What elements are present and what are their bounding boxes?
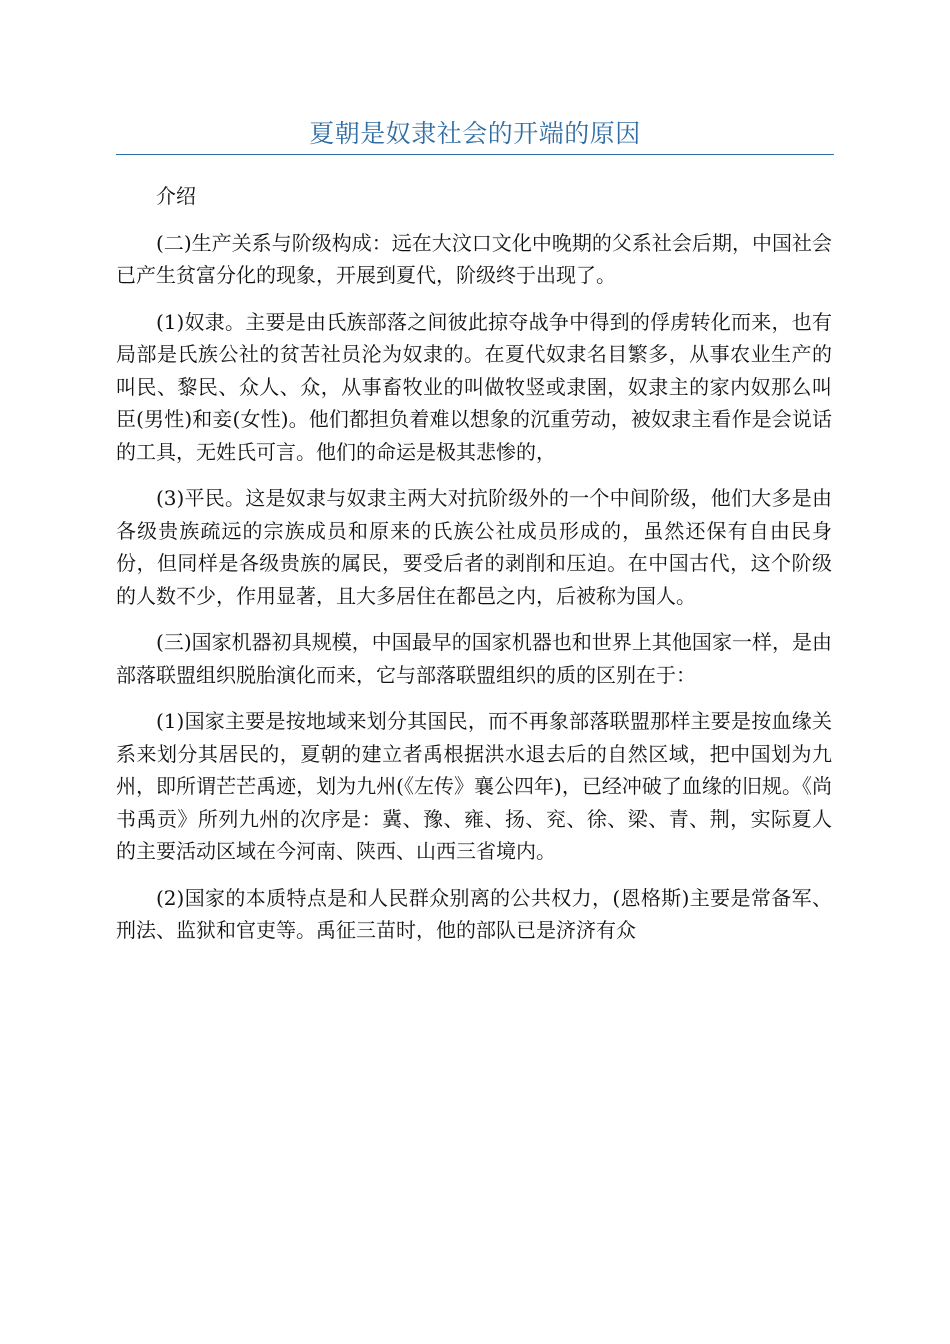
paragraph: (2)国家的本质特点是和人民群众别离的公共权力，(恩格斯)主要是常备军、刑法、监狱和官吏等。禹征三苗时，他的部队已是济济有众 — [116, 885, 832, 942]
paragraph: (二)生产关系与阶级构成：远在大汶口文化中晚期的父系社会后期，中国社会已产生贫富分化的现象，开展到夏代，阶级终于出现了。 — [116, 230, 832, 287]
document-title: 夏朝是奴隶社会的开端的原因 — [309, 119, 641, 148]
paragraph: (三)国家机器初具规模，中国最早的国家机器也和世界上其他国家一样，是由部落联盟组织脱胎演化而来，它与部落联盟组织的质的区别在于： — [116, 630, 832, 687]
paragraph-intro: 介绍 — [156, 184, 196, 208]
paragraph: (1)奴隶。主要是由氏族部落之间彼此掠夺战争中得到的俘虏转化而来，也有局部是氏族公社的贫苦社员沦为奴隶的。在夏代奴隶名目繁多，从事农业生产的叫民、黎民、众人、众，从事畜牧业的叫做牧竖或隶圉，奴隶主的家内奴那么叫臣(男性)和妾(女性)。他们都担负着难以想象的沉重劳动，被奴隶主看作是会说话的工具，无姓氏可言。他们的命运是极其悲惨的， — [116, 309, 832, 464]
paragraph: (3)平民。这是奴隶与奴隶主两大对抗阶级外的一个中间阶级，他们大多是由各级贵族疏远的宗族成员和原来的氏族公社成员形成的，虽然还保有自由民身份，但同样是各级贵族的属民，要受后者的剥削和压迫。在中国古代，这个阶级的人数不少，作用显著，且大多居住在都邑之内，后被称为国人。 — [116, 486, 832, 608]
title-underline — [116, 154, 834, 155]
paragraph: (1)国家主要是按地域来划分其国民，而不再象部落联盟那样主要是按血缘关系来划分其居民的，夏朝的建立者禹根据洪水退去后的自然区域，把中国划为九州，即所谓芒芒禹迹，划为九州(《左传》襄公四年)，已经冲破了血缘的旧规。《尚书禹贡》所列九州的次序是：冀、豫、雍、扬、兖、徐、梁、青、荆，实际夏人的主要活动区域在今河南、陕西、山西三省境内。 — [116, 709, 832, 863]
document-body — [116, 180, 832, 961]
